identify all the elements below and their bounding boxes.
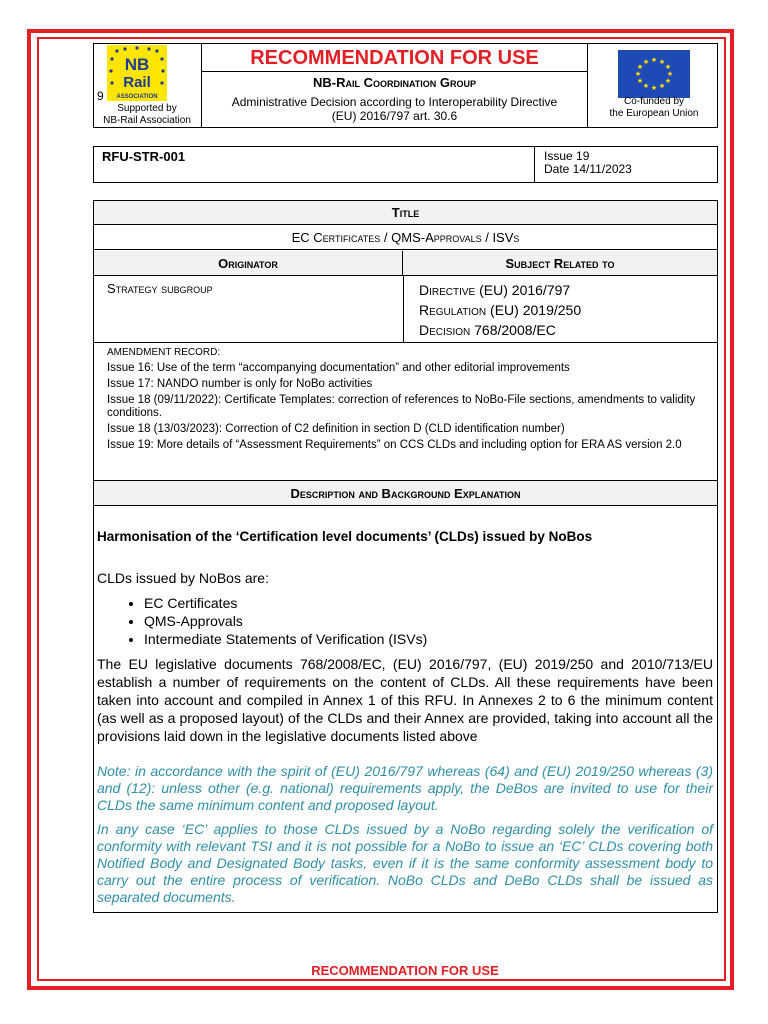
amendment-item: Issue 19: More details of “Assessment Requirements” on CCS CLDs and including option for ERA AS version 2.0 [107, 439, 682, 451]
description-header-label: Description and Background Explanation [290, 485, 521, 501]
reference-divider [534, 146, 535, 183]
supported-by-line2: NB-Rail Association [103, 115, 191, 126]
subject-header-cell [403, 251, 717, 276]
svg-text:★: ★ [658, 58, 666, 66]
header-divider-right [587, 43, 588, 128]
svg-text:★: ★ [642, 82, 650, 90]
issue-number: Issue 19 [544, 149, 590, 163]
originator-divider [403, 276, 404, 342]
subject-header-label: Subject Related to [505, 255, 615, 271]
title-value: EC Certificates / QMS-Approvals / ISVs [94, 226, 717, 250]
svg-text:★: ★ [650, 56, 658, 64]
co-funded-line1: Co-funded by [623, 96, 685, 107]
subject-item: Decision 768/2008/EC [419, 322, 556, 338]
amendment-item: Issue 16: Use of the term “accompanying documentation” and other editorial improvements [107, 362, 570, 374]
eu-flag-icon [618, 50, 690, 98]
svg-text:★: ★ [634, 70, 642, 78]
nb-rail-logo [107, 45, 167, 101]
list-item: • Intermediate Statements of Verification (ISVs) [144, 630, 427, 648]
list-item: • QMS-Approvals [144, 612, 427, 630]
amendment-item: Issue 17: NANDO number is only for NoBo activities [107, 378, 373, 390]
list-item: • EC Certificates [144, 594, 427, 612]
any-case-paragraph: In any case ‘EC’ applies to those CLDs issued by a NoBo regarding solely the verification of conformity with relevant TSI and it is not possible for a NoBo to issue an ‘EC’ CLDs covering both Notified Body and Designated Body tasks, even if it is the same conformity assessment body to carry out the entire process of verification. NoBo CLDs and DeBo CLDs shall be issued as separated documents. [97, 821, 713, 905]
header-title: RECOMMENDATION FOR USE [250, 47, 539, 69]
amendment-heading: AMENDMENT RECORD: [107, 347, 221, 358]
issue-info [544, 150, 632, 176]
co-funded-text [590, 96, 718, 120]
amendment-item: Issue 18 (09/11/2022): Certificate Templates: correction of references to NoBo-File sections, amendments to validity conditions. [107, 394, 696, 419]
subject-item: Directive (EU) 2016/797 [419, 282, 571, 298]
issue-date: Date 14/11/2023 [544, 162, 632, 176]
amendment-record [107, 346, 705, 452]
header-page-number: 9 [97, 89, 104, 103]
header-title-divider [201, 71, 587, 72]
footer-title: RECOMMENDATION FOR USE [311, 963, 499, 978]
supported-by-line1: Supported by [117, 103, 177, 114]
originator-header-label: Originator [218, 255, 278, 271]
svg-text:★: ★ [664, 63, 672, 71]
clds-list [102, 594, 427, 648]
header-decision [202, 95, 587, 123]
svg-text:★: ★ [650, 84, 658, 92]
subject-item: Regulation (EU) 2019/250 [419, 302, 582, 318]
svg-text:★: ★ [658, 82, 666, 90]
title-header-cell [94, 201, 717, 225]
logo-text-nb: NB [124, 55, 150, 74]
svg-text:★: ★ [666, 70, 674, 78]
header-group: NB-Rail Coordination Group [312, 75, 477, 90]
svg-text:★: ★ [636, 63, 644, 71]
clds-intro: CLDs issued by NoBos are: [97, 570, 269, 586]
logo-text-association: ASSOCIATION [116, 94, 158, 100]
co-funded-line2: the European Union [609, 108, 699, 119]
logo-text-rail: Rail [123, 74, 151, 91]
note-paragraph: Note: in accordance with the spirit of (EU) 2016/797 whereas (64) and (EU) 2019/250 whereas (3) and (12): unless other (e.g. national) requirements apply, the DeBos are invited to use for their CLDs the same minimum content and proposed layout. [97, 763, 713, 813]
row-divider-amendment [94, 342, 717, 343]
section-heading: Harmonisation of the ‘Certification level documents’ (CLDs) issued by NoBos [97, 529, 593, 544]
supported-by-text [95, 103, 199, 127]
title-header-label: Title [391, 205, 420, 220]
originator-value: Strategy subgroup [107, 281, 213, 296]
body-paragraph: The EU legislative documents 768/2008/EC, (EU) 2016/797, (EU) 2019/250 and 2010/713/EU establish a number of requirements on the content of CLDs. All these requirements have been taken into account and compiled in Annex 1 of this RFU. In Annexes 2 to 6 the minimum content (as well as a proposed layout) of the CLDs and their Annex are provided, taking into account all the provisions laid down in the legislative documents listed above [97, 656, 713, 744]
subject-list [419, 280, 581, 340]
description-header-cell [94, 480, 717, 506]
header-decision-line1: Administrative Decision according to Interoperability Directive [231, 95, 558, 109]
svg-text:★: ★ [636, 77, 644, 85]
svg-text:★: ★ [642, 58, 650, 66]
header-decision-line2: (EU) 2016/797 art. 30.6 [331, 109, 458, 123]
svg-text:★: ★ [664, 77, 672, 85]
amendment-item: Issue 18 (13/03/2023): Correction of C2 definition in section D (CLD identification number) [107, 423, 565, 435]
originator-header-cell [94, 251, 403, 276]
document-reference: RFU-STR-001 [102, 149, 186, 164]
